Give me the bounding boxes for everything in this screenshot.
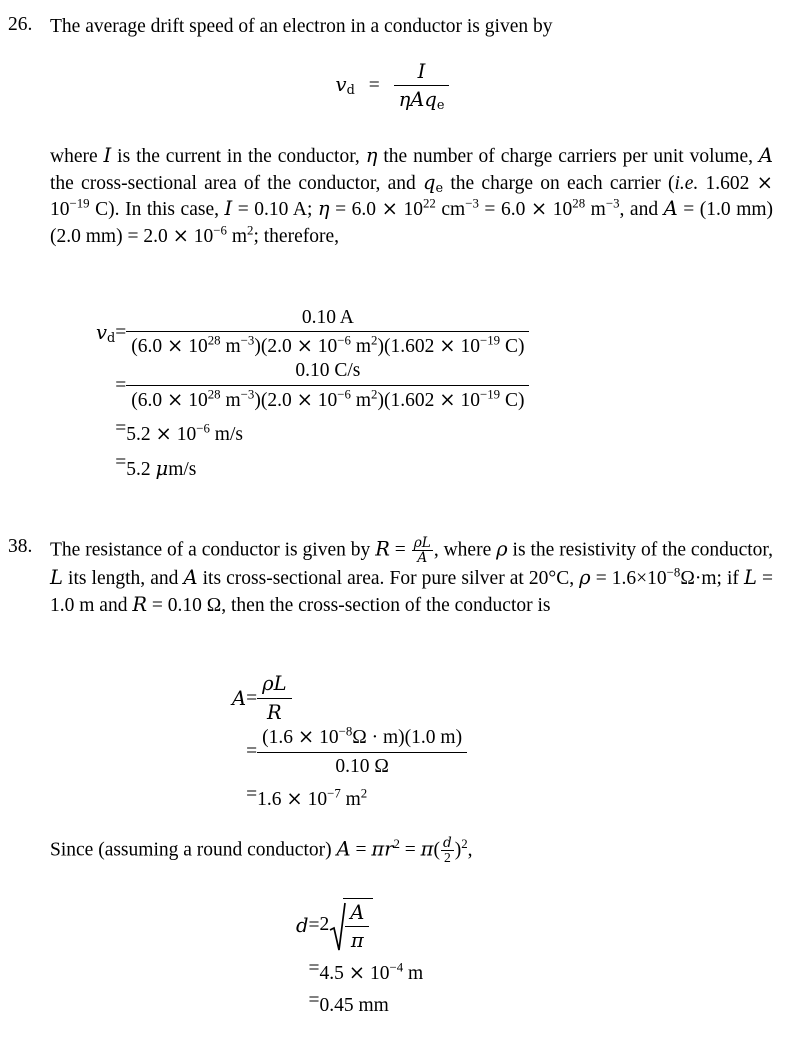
res26b-unit: m/s [168, 458, 197, 480]
drift-formula-lhs-sub: d [346, 82, 355, 98]
expl-var-q: q [423, 170, 436, 194]
derivation-26-num-2: 0.10 C/s [295, 360, 361, 382]
denominator-A: A [410, 88, 425, 112]
den2-p3-unit: C [504, 389, 518, 411]
derivation-26-lhs-blank-4 [96, 446, 115, 481]
derivation-38d-rel-3: = [308, 990, 320, 1012]
expl-seg8: C). In this case, [89, 199, 225, 221]
expl-exp-m3a: −3 [465, 196, 479, 211]
radicand-den: π [345, 926, 369, 953]
p38-seg6: its cross-sectional area. For pure silver at 20°C, [197, 568, 580, 590]
d-res-exp: −4 [389, 960, 404, 975]
den1-p3-base: 10 [460, 336, 480, 358]
den1-p1-times: × [167, 334, 184, 358]
problem-26-drift-formula [0, 60, 785, 113]
den1-p2-unit: m [355, 336, 372, 358]
p38-seg7: = 1.6×10 [590, 568, 667, 590]
since-seg4: , [467, 839, 473, 861]
derivation-38A-row-3 [232, 779, 467, 811]
expl-seg9: = 0.10 A; [232, 199, 318, 221]
expl-seg4: the cross-sectional area of the conductor, and [50, 172, 424, 194]
expl-seg6: 1.602 [698, 172, 757, 194]
den1-p2-mant: 2.0 [267, 336, 292, 358]
derivation-38d-rhs-1 [319, 898, 423, 953]
expl-var-I: I [103, 144, 112, 167]
p38-seg8: Ω·m; if [680, 568, 744, 590]
den1-p1-base: 10 [188, 336, 208, 358]
derivation-38d-rel-2: = [308, 958, 320, 980]
p38-seg3: , where [433, 539, 497, 561]
problem-38-since-block [0, 836, 785, 865]
problem-26 [0, 14, 785, 40]
derivation-38A-row-1 [232, 672, 467, 725]
res26b-value: 5.2 [126, 458, 151, 480]
derivation-38d-rhs-3 [319, 985, 423, 1017]
den2-p2-unit: m [355, 389, 372, 411]
derivation-38A-rhs-3 [257, 779, 467, 811]
drift-formula-numerator: I [417, 60, 426, 83]
since-exp-2b: 2 [461, 837, 468, 852]
den1-p1-unit: m [225, 336, 241, 358]
den1-p3-mant: 1.602 [390, 336, 435, 358]
A-num-times: × [297, 725, 315, 749]
p38-seg9: = 1.0 m and [50, 568, 774, 617]
expl-seg10: = 6.0 [329, 199, 382, 221]
derivation-38A-table [232, 672, 467, 811]
expl-times-1: × [756, 170, 773, 194]
problem-38-diameter-derivation [296, 898, 423, 1017]
expl-var-eta: η [365, 144, 378, 167]
derivation-26-rhs-4 [126, 446, 529, 481]
expl-seg2: is the current in the conductor, [111, 146, 366, 167]
derivation-38d-row-1 [296, 898, 423, 953]
drift-formula-expression [335, 60, 450, 113]
derivation-38A-den-2: 0.10 Ω [257, 752, 467, 779]
derivation-26-rhs-2 [126, 359, 529, 412]
expl-seg12: cm [435, 199, 466, 221]
radicand [343, 898, 373, 953]
sqrt-expression [319, 898, 373, 953]
drift-formula-denominator [394, 85, 450, 113]
since-seg1: Since (assuming a round conductor) [50, 839, 337, 861]
A-res-unit-exp: 2 [360, 786, 368, 801]
expl-seg16: , and [619, 199, 664, 221]
expl-times-4: × [172, 224, 189, 248]
p38-var-R2: R [132, 593, 148, 617]
expl-exp-19: −19 [69, 196, 90, 211]
A-res-unit: m [345, 788, 361, 810]
den1-p2-exp: −6 [337, 333, 351, 348]
derivation-26-fraction-1 [126, 306, 529, 359]
expl-seg11: 10 [397, 199, 423, 221]
res26-times: × [155, 421, 172, 445]
den2-p3-mant: 1.602 [390, 389, 435, 411]
expl-seg19: m [226, 226, 248, 248]
since-paren-close: ) [454, 839, 462, 861]
p38-frac-L: L [421, 535, 431, 551]
since-paren-open: ( [433, 839, 440, 861]
problem-26-intro-text: The average drift speed of an electron in a conductor is given by [50, 16, 553, 37]
derivation-26-lhs-blank-2 [96, 359, 115, 412]
problem-26-number: 26. [8, 14, 33, 35]
A-frac-L: L [273, 672, 287, 695]
p38-inline-fraction [412, 536, 433, 565]
derivation-38A-num-1 [257, 672, 291, 698]
p38-var-rho: ρ [496, 537, 508, 561]
A-num-second: (1.0 m) [404, 727, 463, 749]
derivation-26-row-4 [96, 446, 529, 481]
den1-p1-mant: 6.0 [137, 336, 163, 358]
den2-p1-times: × [167, 387, 184, 411]
derivation-38A-fraction-2 [257, 725, 467, 778]
d-res2-unit: mm [358, 995, 389, 1017]
expl-seg15: m [585, 199, 606, 221]
problem-26-derivation [96, 306, 529, 481]
expl-seg13: = 6.0 [478, 199, 531, 221]
den1-p3-exp: −19 [479, 333, 501, 348]
derivation-38A-rel-1: = [246, 687, 258, 709]
derivation-26-rel-3: = [115, 418, 127, 440]
A-res-mant: 1.6 [257, 788, 282, 810]
d-res-unit: m [408, 963, 424, 985]
radicand-fraction [345, 901, 369, 953]
den2-p1-mant: 6.0 [137, 389, 163, 411]
p38-exp-m8: −8 [666, 565, 681, 580]
derivation-26-num-1: 0.10 A [301, 307, 354, 328]
den1-p2-base: 10 [317, 336, 338, 358]
derivation-38d-row-3 [296, 985, 423, 1017]
derivation-26-rel-4: = [115, 452, 127, 474]
p38-var-A: A [183, 566, 198, 590]
p38-var-rho2: ρ [579, 566, 591, 590]
since-inline-fraction [441, 836, 454, 865]
d-res-times: × [348, 961, 366, 985]
derivation-26-lhs-blank-3 [96, 413, 115, 446]
problem-38-since [50, 836, 773, 865]
derivation-38A-rhs-2 [257, 725, 467, 778]
derivation-38A-rhs-1 [257, 672, 467, 725]
den2-p2-unit-exp: 2 [371, 387, 378, 402]
problem-38-number: 38. [8, 536, 33, 557]
since-var-A: A [336, 837, 351, 861]
A-res-exp: −7 [327, 786, 341, 801]
denominator-q: q [424, 88, 437, 112]
p38-seg4: is the resistivity of the conductor, [507, 539, 773, 561]
expl-exp-m3b: −3 [605, 196, 620, 211]
p38-seg2: = [389, 539, 411, 561]
expl-seg5: the charge on each carrier ( [443, 172, 675, 194]
den2-p2-mant: 2.0 [267, 389, 292, 411]
expl-var-q-sub: e [435, 180, 444, 196]
d-res2-value: 0.45 [319, 995, 354, 1017]
den1-p2-unit-exp: 2 [371, 333, 378, 348]
problem-26-explanation [50, 143, 773, 250]
derivation-26-row-3 [96, 413, 529, 446]
den2-p2-exp: −6 [337, 387, 351, 402]
A-frac-rho: ρ [262, 672, 274, 695]
res26-mant: 5.2 [126, 423, 151, 445]
expl-seg7: 10 [50, 199, 70, 221]
p38-seg5: its length, and [62, 568, 184, 590]
den2-p1-base: 10 [188, 389, 208, 411]
expl-times-3: × [530, 197, 548, 221]
derivation-38A-fraction-1 [257, 672, 291, 725]
res26-base: 10 [176, 423, 197, 445]
p38-var-L: L [50, 566, 63, 590]
expl-exp-m6: −6 [213, 223, 227, 238]
derivation-38d-row-2 [296, 953, 423, 985]
expl-times-2: × [381, 197, 398, 221]
derivation-26-lhs [96, 306, 115, 359]
derivation-38d-table [296, 898, 423, 1017]
expl-exp-2: 2 [247, 223, 254, 238]
since-var-r: r [384, 837, 394, 861]
d-res-base: 10 [369, 963, 390, 985]
since-pi2: π [420, 837, 434, 861]
sqrt-coefficient: 2 [319, 914, 330, 936]
denominator-eta: η [398, 88, 411, 112]
expl-var-eta2: η [317, 197, 330, 221]
problem-38-body [50, 536, 773, 619]
drift-formula-lhs: v [335, 73, 347, 97]
den2-p1-exp: 28 [207, 387, 221, 402]
den2-p3-exp: −19 [479, 387, 501, 402]
derivation-26-rel-1: = [115, 321, 127, 343]
res26-unit: m/s [214, 423, 243, 445]
p38-var-L2: L [744, 566, 757, 590]
derivation-38A-den-1: R [257, 698, 291, 725]
since-frac-2: 2 [441, 850, 454, 865]
den1-p3-times: × [439, 334, 456, 358]
den2-p1-unit: m [225, 389, 241, 411]
p38-frac-den: A [412, 550, 433, 565]
p38-frac-rho: ρ [413, 535, 422, 551]
derivation-38d-lhs [296, 898, 308, 953]
derivation-26-row-2 [96, 359, 529, 412]
derivation-38A-lhs-var: A [232, 686, 247, 710]
res26b-mu: μ [155, 456, 169, 480]
derivation-38d-rel-1: = [308, 914, 320, 936]
expl-exp-22: 22 [422, 196, 436, 211]
A-num-exp: −8 [338, 724, 353, 739]
derivation-38A-lhs-blank-3 [232, 779, 246, 811]
p38-seg10: = 0.10 Ω, then the cross-section of the conductor is [147, 595, 551, 617]
res26-exp: −6 [196, 421, 210, 436]
derivation-38d-lhs-var: d [296, 913, 309, 937]
drift-formula-fraction [394, 60, 450, 113]
A-res-base: 10 [307, 788, 328, 810]
derivation-38A-lhs [232, 672, 246, 725]
since-seg3: = [399, 839, 421, 861]
problem-38 [0, 536, 785, 619]
den2-p3-times: × [439, 387, 456, 411]
radicand-num: A [350, 901, 365, 924]
derivation-38A-rel-2: = [246, 741, 258, 763]
derivation-38A-row-2 [232, 725, 467, 778]
derivation-26-rhs-3 [126, 413, 529, 446]
expl-var-I2: I [224, 197, 233, 221]
expl-var-A2: A [663, 197, 678, 221]
p38-seg1: The resistance of a conductor is given by [50, 539, 376, 561]
den1-p3-unit: C [504, 336, 518, 358]
expl-seg20: ; therefore, [253, 226, 340, 248]
since-seg2: = [350, 839, 372, 861]
problem-26-explanation-block [0, 143, 785, 250]
derivation-26-row-1 [96, 306, 529, 359]
expl-seg18: 10 [188, 226, 214, 248]
problem-26-intro [50, 14, 773, 40]
den2-p1-unit-exp: −3 [240, 387, 255, 402]
p38-frac-num [412, 536, 433, 550]
expl-seg1: where [50, 146, 104, 167]
den2-p2-times: × [296, 387, 313, 411]
derivation-26-rel-2: = [115, 375, 127, 397]
den1-p1-unit-exp: −3 [240, 333, 255, 348]
expl-ie: i.e. [674, 172, 699, 194]
derivation-26-table [96, 306, 529, 481]
derivation-38d-rhs-2 [319, 953, 423, 985]
drift-formula-relation: = [368, 75, 380, 97]
A-res-times: × [286, 786, 303, 810]
den2-p3-base: 10 [460, 389, 480, 411]
expl-seg14: 10 [547, 199, 573, 221]
derivation-26-den-1: ($6.0 \times 10^{28}$ $m^{-3})(2.0 \times 10^{-6}$ $m^2)(1.602 \times 10^{-19}$ C) [126, 331, 529, 359]
since-pi1: π [371, 837, 385, 861]
derivation-26-fraction-2 [126, 359, 529, 412]
denominator-q-sub: e [436, 98, 445, 113]
p38-var-R: R [375, 537, 390, 561]
den2-p2-base: 10 [317, 389, 338, 411]
expl-seg3: the number of charge carriers per unit volume, [377, 146, 759, 167]
derivation-26-rhs-1 [126, 306, 529, 359]
problem-38-area-derivation [232, 672, 467, 811]
derivation-26-den-2: ($6.0 \times 10^{28}$ $m^{-3})(2.0 \times 10^{-6}$ $m^2)(1.602 \times 10^{-19}$ C) [126, 385, 529, 413]
derivation-38A-rel-3: = [246, 783, 258, 805]
derivation-26-lhs-sub: d [107, 330, 116, 346]
derivation-38A-num-2: $(1.6 \times 10^{-8}\Omega \cdot m)(1.0$ m) [262, 724, 463, 749]
derivation-26-lhs-var: v [96, 320, 108, 344]
A-num-base: 10 [319, 727, 339, 749]
derivation-38d-lhs-blank-3 [296, 985, 308, 1017]
den1-p1-exp: 28 [207, 333, 221, 348]
derivation-38d-lhs-blank-2 [296, 953, 308, 985]
A-num-mant: 1.6 [268, 727, 293, 749]
d-res-mant: 4.5 [319, 963, 344, 985]
since-frac-d: d [443, 835, 452, 851]
A-num-unit: Ω · m [352, 727, 399, 749]
derivation-38A-lhs-blank-2 [232, 725, 246, 778]
expl-var-A: A [758, 144, 773, 167]
since-exp-2a: 2 [393, 837, 400, 852]
expl-exp-28: 28 [572, 196, 586, 211]
expl-seg17: = (1.0 mm)(2.0 mm) = 2.0 [50, 199, 774, 248]
den1-p2-times: × [296, 334, 313, 358]
